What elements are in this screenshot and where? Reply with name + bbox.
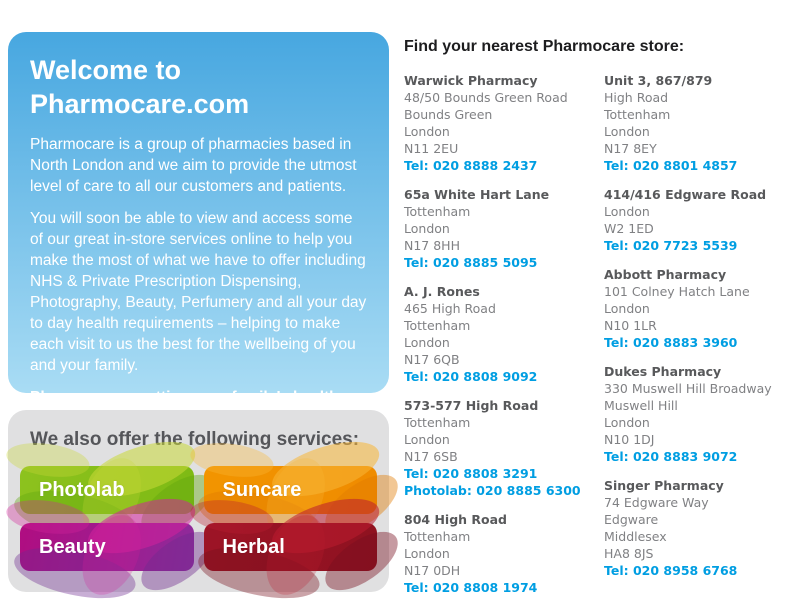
welcome-title-line1: Welcome to (30, 55, 182, 85)
store-address-line: N17 0DH (404, 563, 461, 578)
welcome-panel (8, 32, 389, 406)
store-phone[interactable]: Tel: 020 8808 3291 (404, 466, 538, 481)
welcome-tagline: Pharmocare – putting your family’s health (30, 389, 339, 406)
store-address-line: 74 Edgware Way (604, 495, 709, 510)
store-address-line: London (404, 124, 450, 139)
welcome-title (30, 53, 367, 121)
store-entry (404, 397, 604, 499)
store-phone[interactable]: Tel: 020 8885 5095 (404, 255, 538, 270)
store-phone[interactable]: Tel: 020 8883 3960 (604, 335, 738, 350)
store-entry (604, 363, 786, 465)
store-address-line: Tottenham (604, 107, 671, 122)
store-phone[interactable]: Tel: 020 8888 2437 (404, 158, 538, 173)
services-panel (8, 410, 389, 592)
stores-heading: Find your nearest Pharmocare store: (404, 38, 685, 55)
store-address-line: Tottenham (404, 318, 471, 333)
store-address-line: N17 8HH (404, 238, 460, 253)
store-address-line: N17 6SB (404, 449, 458, 464)
store-address-line: London (404, 432, 450, 447)
store-address-line: Muswell Hill (604, 398, 678, 413)
store-phone[interactable]: Tel: 020 8808 9092 (404, 369, 538, 384)
service-button-label: Beauty (39, 536, 106, 558)
welcome-title-line2: Pharmocare.com (30, 89, 250, 119)
store-phone[interactable]: Tel: 020 8883 9072 (604, 449, 738, 464)
store-name: Singer Pharmacy (604, 478, 724, 493)
welcome-paragraph-2: You will soon be able to view and access some of our great in-store services online to help you make the most of what we have to offer including NHS & Private Prescription Dispensing, Photography, Beauty, Perfumery and all your day to day health requirements – helping to make each visit to us the best for the wellbeing of you and your family. (30, 210, 367, 374)
store-entry (404, 186, 604, 271)
store-name: 414/416 Edgware Road (604, 187, 767, 202)
store-name: A. J. Rones (404, 284, 480, 299)
store-name: 573-577 High Road (404, 398, 539, 413)
store-entry (604, 477, 786, 579)
store-address-line: London (404, 335, 450, 350)
store-address-line: London (604, 204, 650, 219)
store-address-line: Middlesex (604, 529, 667, 544)
store-column-2 (604, 72, 786, 608)
store-name: Warwick Pharmacy (404, 73, 538, 88)
store-address-line: N17 8EY (604, 141, 657, 156)
store-address-line: N10 1LR (604, 318, 657, 333)
store-address-line: Tottenham (404, 415, 471, 430)
store-phone[interactable]: Photolab: 020 8885 6300 (404, 483, 581, 498)
store-address-line: Tottenham (404, 204, 471, 219)
store-entry (604, 186, 786, 254)
store-name: Dukes Pharmacy (604, 364, 722, 379)
store-name: Unit 3, 867/879 (604, 73, 713, 88)
store-address-line: N10 1DJ (604, 432, 655, 447)
store-address-line: W2 1ED (604, 221, 654, 236)
store-address-line: London (604, 301, 650, 316)
welcome-paragraph-1: Pharmocare is a group of pharmacies based in North London and we aim to provide the utmost level of care to all our customers and patients. (30, 136, 357, 195)
store-entry (604, 72, 786, 174)
store-address-line: London (404, 546, 450, 561)
store-name: 65a White Hart Lane (404, 187, 550, 202)
store-address-line: 330 Muswell Hill Broadway (604, 381, 772, 396)
store-name: 804 High Road (404, 512, 507, 527)
store-address-line: Bounds Green (404, 107, 493, 122)
store-address-line: High Road (604, 90, 669, 105)
store-phone[interactable]: Tel: 020 7723 5539 (604, 238, 738, 253)
store-address-line: HA8 8JS (604, 546, 654, 561)
store-phone[interactable]: Tel: 020 8801 4857 (604, 158, 738, 173)
store-phone[interactable]: Tel: 020 8808 1974 (404, 580, 538, 595)
service-button-label: Herbal (222, 536, 285, 558)
store-address-line: Edgware (604, 512, 659, 527)
store-address-line: London (404, 221, 450, 236)
service-button-herbal[interactable] (204, 523, 378, 571)
services-grid (20, 466, 377, 571)
store-address-line: Tottenham (404, 529, 471, 544)
store-address-line: London (604, 415, 650, 430)
store-address-line: 48/50 Bounds Green Road (404, 90, 568, 105)
service-button-beauty[interactable] (20, 523, 194, 571)
store-name: Abbott Pharmacy (604, 267, 727, 282)
store-entry (404, 283, 604, 385)
store-phone[interactable]: Tel: 020 8958 6768 (604, 563, 738, 578)
store-address-line: 101 Colney Hatch Lane (604, 284, 750, 299)
store-address-line: 465 High Road (404, 301, 496, 316)
store-address-line: N11 2EU (404, 141, 459, 156)
store-entry (604, 266, 786, 351)
services-heading: We also offer the following services: (30, 429, 360, 450)
store-address-line: N17 6QB (404, 352, 460, 367)
store-entry (404, 511, 604, 596)
store-column-1 (404, 72, 604, 608)
store-entry (404, 72, 604, 174)
service-button-label: Suncare (222, 479, 302, 501)
store-address-line: London (604, 124, 650, 139)
service-button-label: Photolab (39, 479, 125, 501)
store-columns (404, 72, 786, 608)
